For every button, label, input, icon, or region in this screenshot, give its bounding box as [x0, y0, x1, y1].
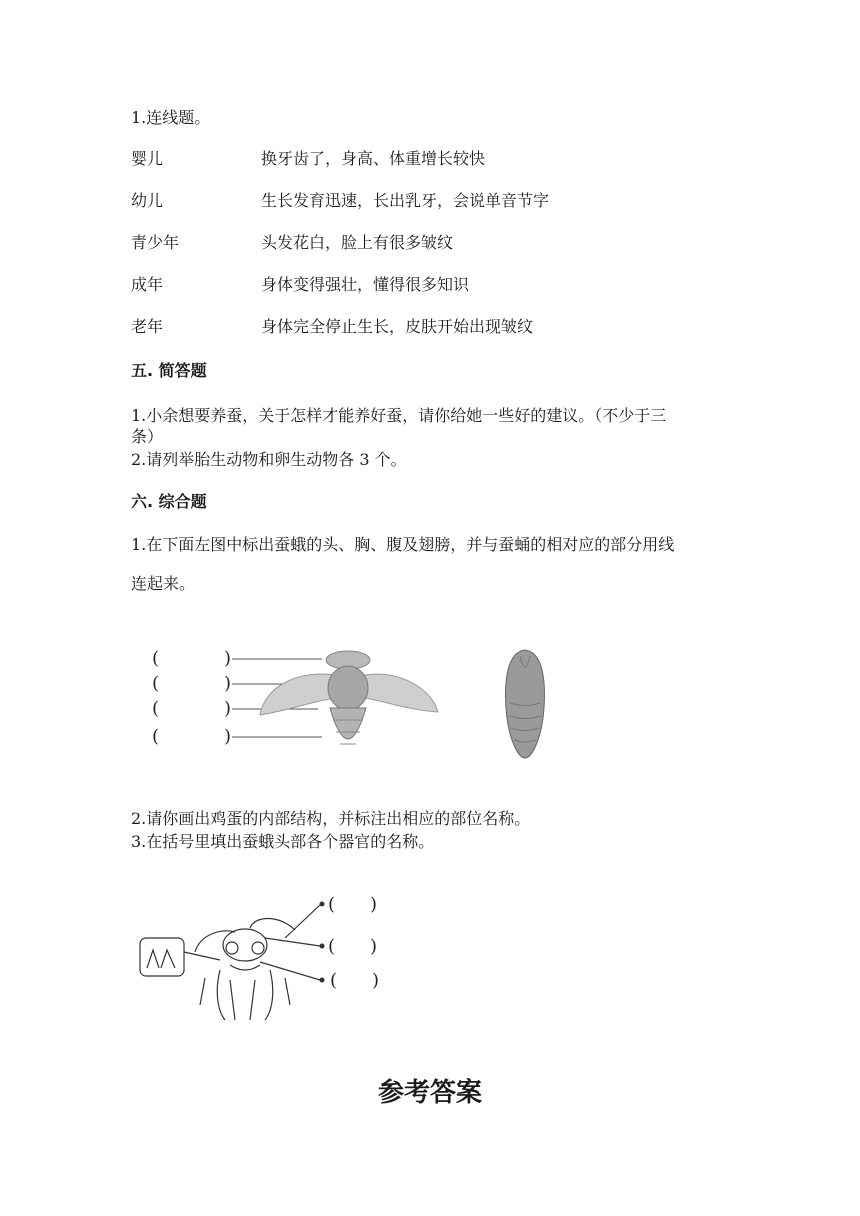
section5-q1-line2: 条）	[131, 427, 164, 446]
answer-title: 参考答案	[377, 1078, 482, 1108]
silkmoth-figure	[140, 640, 440, 770]
moth-head-figure	[135, 890, 395, 1025]
head-bracket-open-2: (	[328, 936, 336, 957]
head-bracket-close-2: )	[370, 936, 378, 957]
match-left-1: 婴儿	[131, 149, 164, 168]
match-right-2: 生长发育迅速，长出乳牙，会说单音节字	[261, 191, 550, 210]
bracket-close-4: )	[224, 726, 232, 747]
section5-heading: 五. 简答题	[131, 361, 207, 380]
bracket-open-1: (	[152, 648, 160, 669]
match-left-3: 青少年	[131, 233, 180, 252]
section6-q1-line1: 1.在下面左图中标出蚕蛾的头、胸、腹及翅膀，并与蚕蛹的相对应的部分用线	[131, 535, 675, 554]
head-bracket-open-3: (	[330, 970, 338, 991]
bracket-close-1: )	[224, 648, 232, 669]
head-bracket-close-1: )	[370, 894, 378, 915]
silkworm-pupa-figure	[500, 648, 550, 760]
section5-q2: 2.请列举胎生动物和卵生动物各 3 个。	[131, 450, 407, 469]
match-left-5: 老年	[131, 317, 164, 336]
section6-heading: 六. 综合题	[131, 492, 207, 511]
bracket-open-2: (	[152, 673, 160, 694]
label-dots	[320, 902, 325, 983]
moth-head-illustration	[140, 905, 320, 1020]
section6-q2: 2.请你画出鸡蛋的内部结构，并标注出相应的部位名称。	[131, 809, 531, 828]
match-left-2: 幼儿	[131, 191, 164, 210]
bracket-close-3: )	[224, 698, 232, 719]
bracket-open-3: (	[152, 698, 160, 719]
label-brackets	[152, 648, 231, 747]
match-right-3: 头发花白，脸上有很多皱纹	[261, 233, 454, 252]
match-question-title: 1.连线题。	[131, 108, 211, 127]
match-right-1: 换牙齿了，身高、体重增长较快	[261, 149, 486, 168]
silkmoth-illustration	[260, 651, 438, 744]
bracket-open-4: (	[152, 726, 160, 747]
match-right-5: 身体完全停止生长，皮肤开始出现皱纹	[261, 317, 534, 336]
section6-q1-line2: 连起来。	[131, 574, 196, 593]
bracket-close-2: )	[224, 673, 232, 694]
match-left-4: 成年	[131, 275, 164, 294]
section6-q3: 3.在括号里填出蚕蛾头部各个器官的名称。	[131, 832, 435, 851]
section5-q1-line1: 1.小余想要养蚕，关于怎样才能养好蚕，请你给她一些好的建议。（不少于三	[131, 406, 667, 425]
head-bracket-close-3: )	[372, 970, 380, 991]
head-bracket-open-1: (	[328, 894, 336, 915]
match-right-4: 身体变得强壮，懂得很多知识	[261, 275, 470, 294]
